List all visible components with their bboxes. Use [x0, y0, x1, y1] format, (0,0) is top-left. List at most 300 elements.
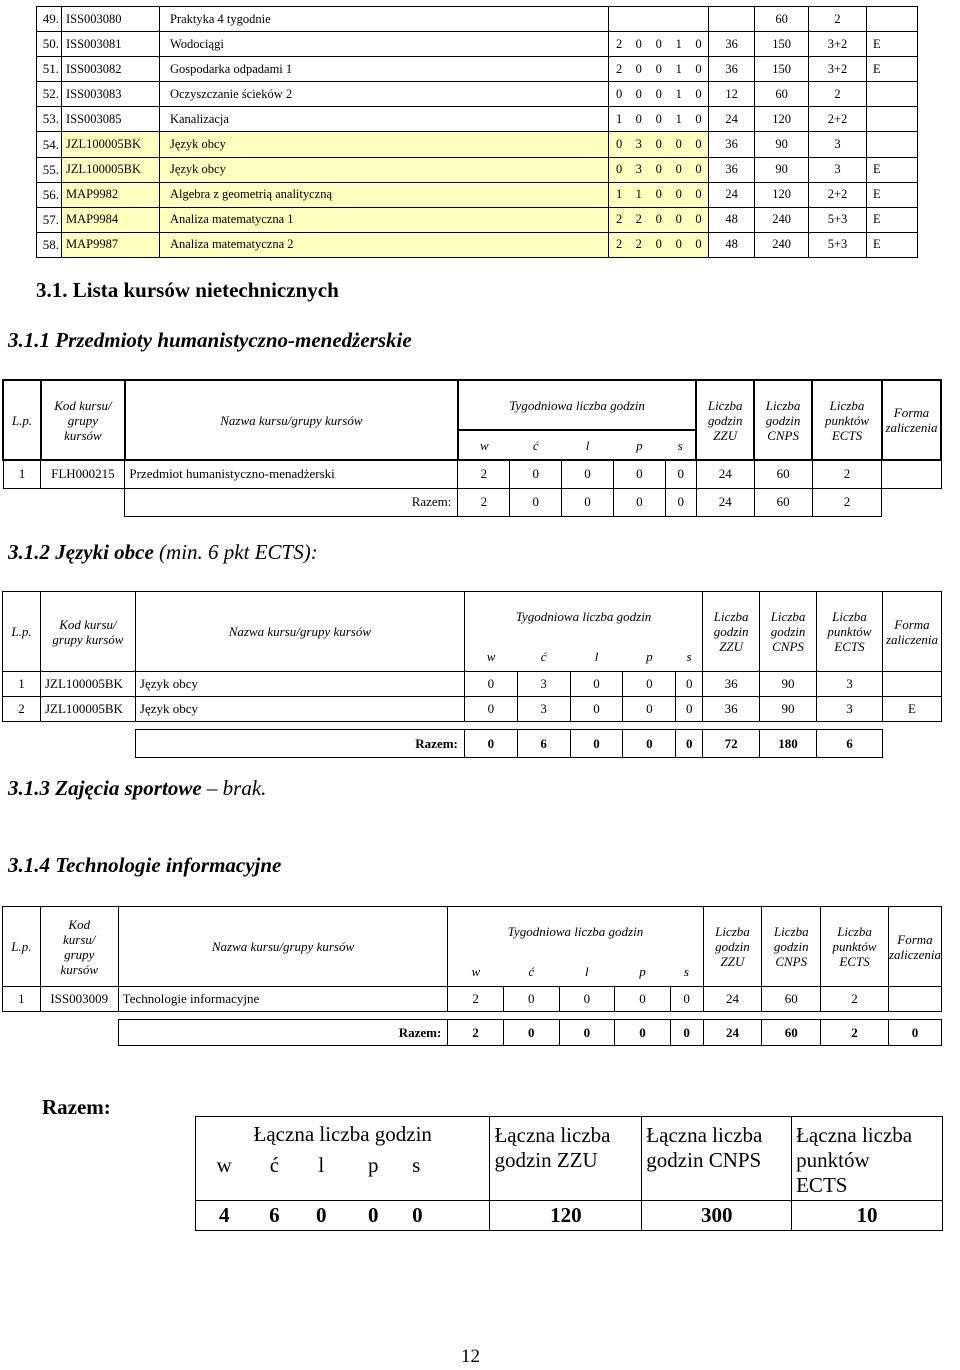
- header-code-line2: grupy: [67, 412, 99, 428]
- section-heading-3-1-1-text: 3.1.1 Przedmioty humanistyczno-menedżerskie: [8, 328, 412, 352]
- cell-p: 0: [613, 460, 665, 488]
- header-ects: [812, 380, 882, 460]
- cell-c: 0: [510, 460, 562, 488]
- cell-cnps: 90: [760, 697, 817, 722]
- cell-w: 1: [609, 182, 629, 207]
- header-cnps: [760, 592, 817, 672]
- cell-s: 0: [689, 107, 709, 132]
- header-c: ć: [510, 430, 562, 460]
- cell-name: Praktyka 4 tygodnie: [159, 7, 608, 32]
- cell-w: 0: [609, 82, 629, 107]
- cell-w: 1: [609, 107, 629, 132]
- cnps-l3: CNPS: [772, 639, 804, 654]
- sum-l: 0: [562, 488, 614, 516]
- header-lp: L.p.: [3, 907, 41, 987]
- ects-l3: ECTS: [839, 954, 870, 969]
- cell-form: [866, 82, 917, 107]
- cell-code: ISS003085: [61, 107, 159, 132]
- cell-ects: 3+2: [809, 57, 867, 82]
- cell-zzu: 36: [703, 697, 760, 722]
- section-313-title: 3.1.3 Zajęcia sportowe: [8, 776, 202, 800]
- cell-form: [866, 107, 917, 132]
- table-3-1-4: [2, 906, 942, 1046]
- cell-c: 3: [629, 157, 649, 182]
- cell-cnps: 60: [762, 987, 821, 1012]
- cell-p: 0: [623, 672, 676, 697]
- table-row: [37, 182, 918, 207]
- sum-w: 2: [458, 488, 510, 516]
- cell-p: 0: [669, 182, 689, 207]
- cell-l: 0: [649, 32, 669, 57]
- cell-cnps: 60: [755, 7, 809, 32]
- header-l: l: [570, 642, 623, 672]
- summary-label: Razem:: [42, 1095, 111, 1119]
- header-form: [882, 592, 941, 672]
- cell-code: ISS003080: [61, 7, 159, 32]
- summary-w-value: 4: [196, 1201, 253, 1231]
- cell-l: 0: [649, 82, 669, 107]
- cell-form: [866, 132, 917, 157]
- sum-zzu: 24: [703, 1020, 762, 1046]
- summary-zzu-a: Łączna liczba: [494, 1123, 611, 1147]
- sum-s: 0: [676, 730, 703, 758]
- cell-p: 0: [669, 232, 689, 257]
- sum-p: 0: [613, 488, 665, 516]
- table-row: [37, 132, 918, 157]
- cell-lp: 1: [3, 987, 41, 1012]
- sum-cnps: 60: [754, 488, 812, 516]
- cell-c: 1: [629, 182, 649, 207]
- cell-form: [888, 987, 941, 1012]
- summary-zzu-b: godzin ZZU: [494, 1148, 598, 1172]
- header-ects: [821, 907, 889, 987]
- cell-l: 0: [570, 672, 623, 697]
- cell-form: E: [882, 697, 941, 722]
- cell-form: E: [866, 57, 917, 82]
- zzu-l3: ZZU: [720, 954, 745, 969]
- summary-p-label: p: [346, 1153, 400, 1201]
- header-weekly-hours: Tygodniowa liczba godzin: [458, 380, 696, 430]
- cell-ects: 2: [821, 987, 889, 1012]
- cell-w: 0: [609, 132, 629, 157]
- cell-c: 3: [629, 132, 649, 157]
- summary-w-label: w: [196, 1153, 253, 1201]
- section-312-title: 3.1.2 Języki obce: [8, 540, 154, 564]
- table-row: [37, 232, 918, 257]
- cell-p: 1: [669, 32, 689, 57]
- summary-cnps-value: 300: [642, 1201, 792, 1231]
- cell-code: MAP9987: [61, 232, 159, 257]
- cell-code: ISS003009: [40, 987, 118, 1012]
- cell-s: 0: [670, 987, 703, 1012]
- cell-w: 2: [448, 987, 504, 1012]
- header-ects: [817, 592, 883, 672]
- cell-ects: 3+2: [809, 32, 867, 57]
- cell-lp: 49.: [37, 7, 62, 32]
- summary-cnps-b: godzin CNPS: [646, 1148, 762, 1172]
- header-p: p: [615, 957, 671, 987]
- sum-cnps: 60: [762, 1020, 821, 1046]
- cell-zzu: 36: [703, 672, 760, 697]
- cell-l: 0: [649, 182, 669, 207]
- header-weekly-hours: Tygodniowa liczba godzin: [448, 907, 703, 957]
- header-w: w: [448, 957, 504, 987]
- cnps-l3: CNPS: [767, 427, 799, 443]
- cell-lp: 1: [3, 672, 41, 697]
- cell-name: Język obcy: [159, 157, 608, 182]
- cell-s: 0: [689, 32, 709, 57]
- zzu-l1: Liczba: [715, 924, 750, 939]
- header-s: s: [665, 430, 696, 460]
- sum-l: 0: [570, 730, 623, 758]
- cell-code: MAP9984: [61, 207, 159, 232]
- ects-l2: punktów: [824, 412, 870, 428]
- cell-cnps: 90: [755, 132, 809, 157]
- cell-name: Język obcy: [159, 132, 608, 157]
- cell-ects: 3: [817, 672, 883, 697]
- table-row: [37, 57, 918, 82]
- cell-p: 1: [669, 107, 689, 132]
- header-zzu: [696, 380, 754, 460]
- sum-s: 0: [670, 1020, 703, 1046]
- cell-lp: 58.: [37, 232, 62, 257]
- sum-w: 0: [464, 730, 517, 758]
- summary-s-label: s: [400, 1153, 490, 1201]
- cell-zzu: 24: [696, 460, 754, 488]
- cell-l: 0: [649, 232, 669, 257]
- sum-l: 0: [559, 1020, 615, 1046]
- cell-name: Gospodarka odpadami 1: [159, 57, 608, 82]
- header-cnps: [754, 380, 812, 460]
- cell-ects: 2: [812, 460, 882, 488]
- form-l2: zaliczenia: [885, 420, 938, 435]
- sum-cnps: 180: [760, 730, 817, 758]
- cell-c: 0: [629, 107, 649, 132]
- cell-name: Analiza matematyczna 2: [159, 232, 608, 257]
- cell-c: [629, 7, 649, 32]
- cell-s: 0: [665, 460, 696, 488]
- cell-w: 2: [609, 232, 629, 257]
- cell-code: MAP9982: [61, 182, 159, 207]
- header-cnps: [762, 907, 821, 987]
- header-code-line1: Kod: [68, 916, 91, 932]
- sum-c: 6: [517, 730, 570, 758]
- header-lp: L.p.: [3, 592, 41, 672]
- table-row: [3, 672, 942, 697]
- cell-s: 0: [689, 207, 709, 232]
- cell-name: Wodociągi: [159, 32, 608, 57]
- cell-w: 0: [464, 697, 517, 722]
- header-form: [882, 380, 941, 460]
- cell-p: [669, 7, 689, 32]
- header-s: s: [676, 642, 703, 672]
- cell-zzu: 24: [709, 107, 755, 132]
- cnps-l3: CNPS: [775, 954, 808, 969]
- ects-l3: ECTS: [831, 427, 863, 443]
- cell-ects: 2+2: [809, 182, 867, 207]
- cell-zzu: 48: [709, 232, 755, 257]
- sum-w: 2: [448, 1020, 504, 1046]
- cell-s: 0: [689, 182, 709, 207]
- cell-cnps: 90: [755, 157, 809, 182]
- cell-code: JZL100005BK: [40, 697, 135, 722]
- header-course-code: [41, 380, 125, 460]
- cell-form: E: [866, 32, 917, 57]
- header-form: [888, 907, 941, 987]
- cell-l: 0: [649, 107, 669, 132]
- cell-name: Technologie informacyjne: [118, 987, 448, 1012]
- cell-lp: 57.: [37, 207, 62, 232]
- table-row: [37, 32, 918, 57]
- cnps-l1: Liczba: [765, 397, 801, 413]
- cell-lp: 1: [3, 460, 41, 488]
- zzu-l3: ZZU: [713, 427, 738, 443]
- cell-name: Algebra z geometrią analityczną: [159, 182, 608, 207]
- cell-form: [882, 460, 941, 488]
- header-code-line3: grupy: [64, 946, 95, 962]
- sum-row: [3, 488, 941, 516]
- course-table-top: [36, 6, 918, 258]
- form-l2: zaliczenia: [885, 631, 938, 647]
- section-heading-3-1-1: [8, 328, 412, 353]
- summary-s-value: 0: [400, 1201, 490, 1231]
- sum-ects: 6: [817, 730, 883, 758]
- cell-code: JZL100005BK: [61, 132, 159, 157]
- cell-lp: 55.: [37, 157, 62, 182]
- summary-cnps-a: Łączna liczba: [646, 1123, 763, 1147]
- cell-ects: 5+3: [809, 232, 867, 257]
- sum-p: 0: [623, 730, 676, 758]
- table-row: [37, 7, 918, 32]
- cell-w: 2: [609, 207, 629, 232]
- cell-p: 0: [615, 987, 671, 1012]
- cell-s: 0: [676, 672, 703, 697]
- cell-form: E: [866, 157, 917, 182]
- cell-name: Przedmiot humanistyczno-menadżerski: [125, 460, 458, 488]
- cell-s: [689, 7, 709, 32]
- cell-l: 0: [649, 207, 669, 232]
- summary-ects-c: ECTS: [796, 1173, 848, 1197]
- cell-cnps: 240: [755, 232, 809, 257]
- form-l1: Forma: [893, 405, 930, 420]
- cell-code: ISS003082: [61, 57, 159, 82]
- table-3-1-2: [2, 591, 942, 758]
- header-course-code: [40, 907, 118, 987]
- header-code-line1: Kod kursu/: [54, 397, 112, 413]
- cell-l: 0: [649, 57, 669, 82]
- header-course-name: Nazwa kursu/grupy kursów: [135, 592, 464, 672]
- summary-ects-header: [792, 1117, 943, 1201]
- cell-zzu: 36: [709, 32, 755, 57]
- cell-p: 0: [669, 157, 689, 182]
- cell-ects: 2+2: [809, 107, 867, 132]
- header-course-name: Nazwa kursu/grupy kursów: [118, 907, 448, 987]
- ects-l2: punktów: [832, 939, 877, 954]
- cell-l: [649, 7, 669, 32]
- cell-s: 0: [689, 157, 709, 182]
- cnps-l2: godzin: [773, 939, 809, 954]
- cell-form: E: [866, 182, 917, 207]
- table-row: [3, 987, 942, 1012]
- ects-l1: Liczba: [829, 397, 865, 413]
- table-row: [37, 82, 918, 107]
- header-zzu: [703, 592, 760, 672]
- cell-lp: 50.: [37, 32, 62, 57]
- header-p: p: [623, 642, 676, 672]
- sum-label: Razem:: [125, 488, 458, 516]
- cell-code: JZL100005BK: [40, 672, 135, 697]
- sum-ects: 2: [821, 1020, 889, 1046]
- cell-name: Język obcy: [135, 672, 464, 697]
- cell-ects: 3: [809, 157, 867, 182]
- cell-w: [609, 7, 629, 32]
- form-l2: zaliczenia: [888, 946, 941, 962]
- cell-l: 0: [570, 697, 623, 722]
- cell-lp: 56.: [37, 182, 62, 207]
- zzu-l1: Liczba: [707, 397, 743, 413]
- cell-zzu: 48: [709, 207, 755, 232]
- ects-l1: Liczba: [832, 609, 867, 624]
- cell-cnps: 240: [755, 207, 809, 232]
- summary-hours-title: Łączna liczba godzin: [196, 1117, 490, 1153]
- cell-cnps: 60: [755, 82, 809, 107]
- sum-label: Razem:: [135, 730, 464, 758]
- summary-table: [195, 1116, 943, 1231]
- cell-l: 0: [562, 460, 614, 488]
- summary-l-label: l: [296, 1153, 346, 1201]
- cell-lp: 51.: [37, 57, 62, 82]
- header-w: w: [464, 642, 517, 672]
- table-row: [37, 207, 918, 232]
- cell-s: 0: [689, 232, 709, 257]
- header-c: ć: [517, 642, 570, 672]
- cell-s: 0: [676, 697, 703, 722]
- sum-s: 0: [665, 488, 696, 516]
- cell-c: 0: [629, 57, 649, 82]
- cell-ects: 3: [817, 697, 883, 722]
- cell-lp: 52.: [37, 82, 62, 107]
- cell-p: 1: [669, 57, 689, 82]
- sum-zzu: 72: [703, 730, 760, 758]
- cell-lp: 54.: [37, 132, 62, 157]
- cell-cnps: 150: [755, 32, 809, 57]
- cell-lp: 53.: [37, 107, 62, 132]
- cell-form: [866, 7, 917, 32]
- sum-c: 0: [503, 1020, 559, 1046]
- cell-c: 2: [629, 207, 649, 232]
- header-l: l: [562, 430, 614, 460]
- cell-cnps: 150: [755, 57, 809, 82]
- section-heading-3-1-4: 3.1.4 Technologie informacyjne: [8, 853, 282, 877]
- cell-w: 2: [609, 32, 629, 57]
- sum-form: 0: [888, 1020, 941, 1046]
- summary-p-value: 0: [346, 1201, 400, 1231]
- cell-name: Analiza matematyczna 1: [159, 207, 608, 232]
- cell-c: 0: [629, 32, 649, 57]
- header-course-name: Nazwa kursu/grupy kursów: [125, 380, 458, 460]
- cell-c: 3: [517, 672, 570, 697]
- summary-cnps-header: [642, 1117, 792, 1201]
- cell-p: 0: [669, 207, 689, 232]
- cell-form: E: [866, 232, 917, 257]
- header-s: s: [670, 957, 703, 987]
- cell-l: 0: [649, 157, 669, 182]
- header-code-line2: grupy kursów: [52, 631, 124, 647]
- ects-l2: punktów: [827, 624, 872, 639]
- cell-name: Kanalizacja: [159, 107, 608, 132]
- cell-name: Język obcy: [135, 697, 464, 722]
- section-heading-3-1-2: [8, 540, 318, 565]
- zzu-l1: Liczba: [713, 609, 749, 624]
- table-row: [3, 460, 941, 488]
- cnps-l2: godzin: [770, 624, 806, 639]
- cell-w: 0: [609, 157, 629, 182]
- sum-ects: 2: [812, 488, 882, 516]
- header-l: l: [559, 957, 615, 987]
- cell-c: 3: [517, 697, 570, 722]
- sum-label: Razem:: [118, 1020, 448, 1046]
- cell-l: 0: [649, 132, 669, 157]
- sum-row: [3, 730, 942, 758]
- cell-p: 0: [669, 132, 689, 157]
- cell-ects: 5+3: [809, 207, 867, 232]
- cell-code: FLH000215: [41, 460, 125, 488]
- sum-c: 0: [510, 488, 562, 516]
- cell-lp: 2: [3, 697, 41, 722]
- sum-row: [3, 1020, 942, 1046]
- cell-c: 0: [503, 987, 559, 1012]
- cell-ects: 2: [809, 7, 867, 32]
- cell-code: JZL100005BK: [61, 157, 159, 182]
- cell-c: 0: [629, 82, 649, 107]
- cnps-l2: godzin: [765, 412, 801, 428]
- header-code-line4: kursów: [60, 961, 99, 977]
- cnps-l1: Liczba: [770, 609, 806, 624]
- cell-ects: 2: [809, 82, 867, 107]
- cell-w: 2: [458, 460, 510, 488]
- cell-form: [882, 672, 941, 697]
- header-course-code: [40, 592, 135, 672]
- header-weekly-hours: Tygodniowa liczba godzin: [464, 592, 702, 642]
- cell-name: Oczyszczanie ścieków 2: [159, 82, 608, 107]
- page-number: 12: [461, 1346, 480, 1367]
- cell-zzu: 36: [709, 157, 755, 182]
- cell-w: 2: [609, 57, 629, 82]
- cell-c: 2: [629, 232, 649, 257]
- cell-w: 0: [464, 672, 517, 697]
- summary-c-label: ć: [252, 1153, 296, 1201]
- summary-ects-a: Łączna liczba: [796, 1123, 913, 1147]
- header-c: ć: [503, 957, 559, 987]
- header-w: w: [458, 430, 510, 460]
- cell-p: 1: [669, 82, 689, 107]
- cell-cnps: 120: [755, 107, 809, 132]
- cell-s: 0: [689, 132, 709, 157]
- cnps-l1: Liczba: [773, 924, 809, 939]
- header-code-line2: kursu/: [63, 931, 96, 947]
- header-p: p: [613, 430, 665, 460]
- cell-ects: 3: [809, 132, 867, 157]
- ects-l3: ECTS: [834, 639, 865, 654]
- cell-cnps: 90: [760, 672, 817, 697]
- zzu-l2: godzin: [713, 624, 749, 639]
- summary-ects-value: 10: [792, 1201, 943, 1231]
- ects-l1: Liczba: [837, 924, 872, 939]
- cell-zzu: 36: [709, 57, 755, 82]
- cell-zzu: 24: [709, 182, 755, 207]
- table-row: [37, 107, 918, 132]
- sum-p: 0: [615, 1020, 671, 1046]
